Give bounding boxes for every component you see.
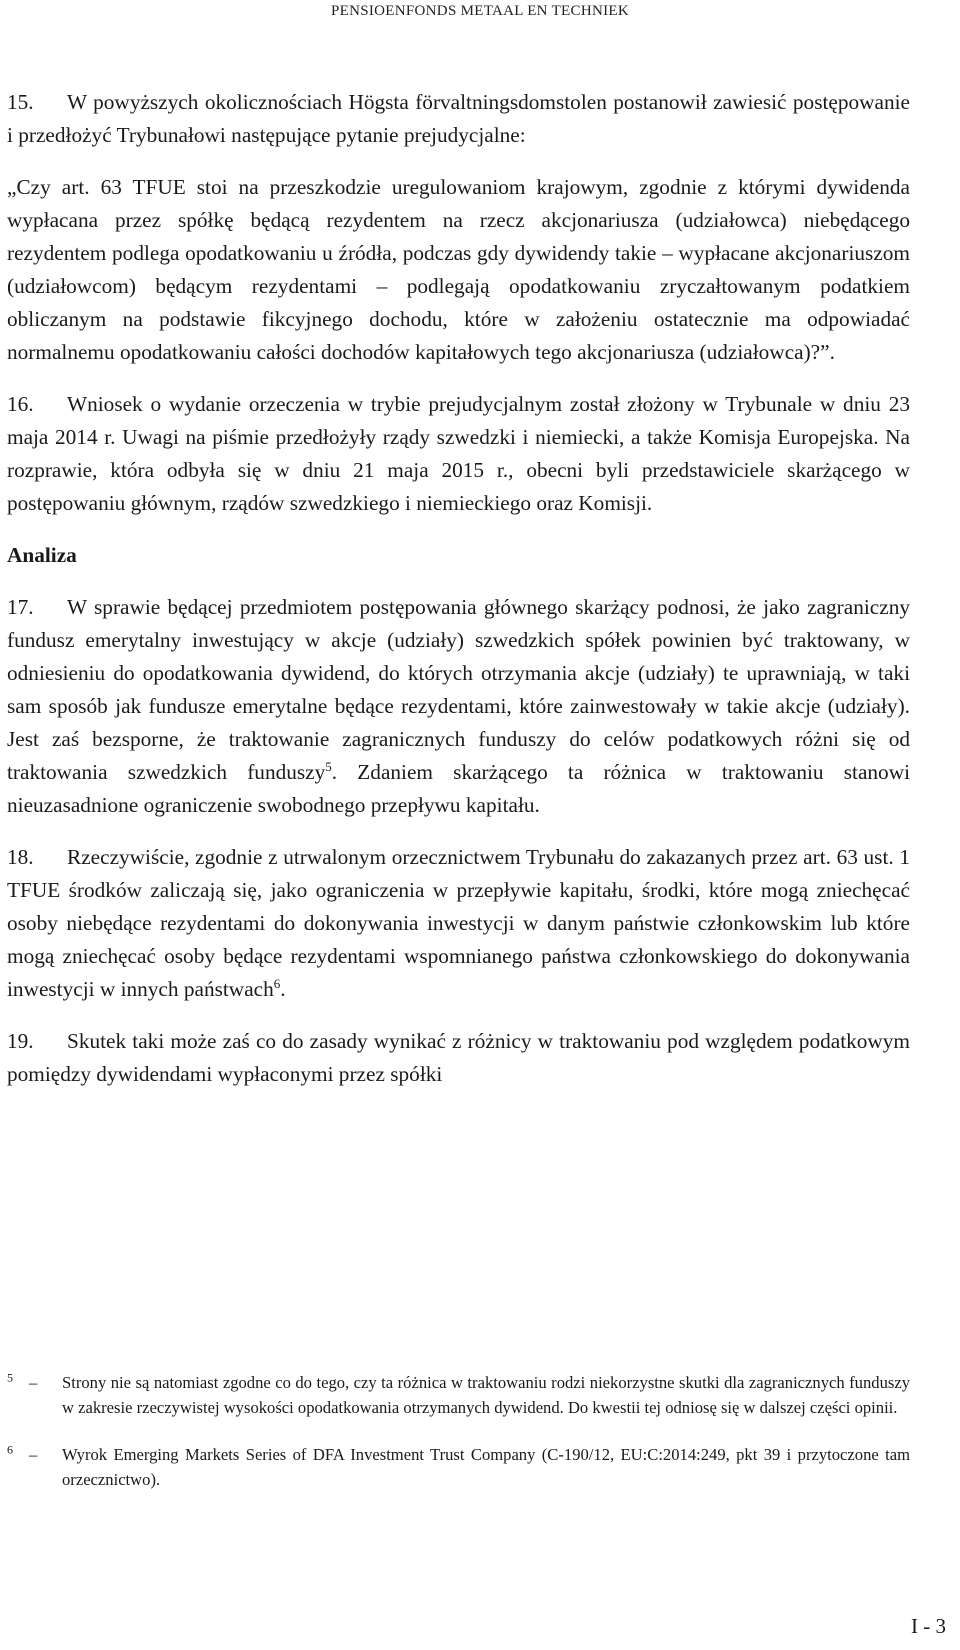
paragraph-text: . [280,977,286,1001]
paragraph-number: 16. [7,392,34,416]
paragraph-number: 17. [7,595,34,619]
preliminary-question-quote: „Czy art. 63 TFUE stoi na przeszkodzie uregulowaniom krajowym, zgodnie z którymi dywidenda wypłacana przez spółkę będącą rezydentem na rzecz akcjonariusza (udziałowca) niebędącego rezydentem podlega opodatkowaniu u źródła, podczas gdy dywidendy takie – wypłacane akcjonariuszom (udziałowcom) będącym rezydentami – podlegają opodatkowaniu zryczałtowanym podatkiem obliczanym na podstawie fikcyjnego dochodu, które w założeniu ostatecznie ma odpowiadać normalnemu opodatkowaniu całości dochodów kapitałowych tego akcjonariusza (udziałowca)?”. [7,175,910,364]
footnote-mark [7,1370,62,1420]
footnote-text: Strony nie są natomiast zgodne co do tego, czy ta różnica w traktowaniu rodzi niekorzystne skutki dla zagranicznych funduszy w zakresie rzeczywistej wysokości opodatkowania otrzymanych dywidend. Do kwestii tej odniosę się w dalszej części opinii. [62,1373,910,1417]
paragraph-number: 19. [7,1029,34,1053]
section-heading: Analiza [7,543,77,567]
paragraph-text: Wniosek o wydanie orzeczenia w trybie prejudycjalnym został złożony w Trybunale w dniu 23 maja 2014 r. Uwagi na piśmie przedłożyły rządy szwedzki i niemiecki, a także Komisja Europejska. Na rozprawie, która odbyła się w dniu 21 maja 2015 r., obecni byli przedstawiciele skarżącego w postępowaniu głównym, rządów szwedzkiego i niemieckiego oraz Komisji. [7,392,910,515]
paragraph-number: 18. [7,845,34,869]
paragraph-18 [7,841,910,1006]
footnote-mark [7,1442,62,1492]
page-number: I - 3 [911,1614,946,1638]
paragraph-text: . Zdaniem skarżącego ta różnica w traktowaniu stanowi nieuzasadnione ograniczenie swobodnego przepływu kapitału. [7,760,911,817]
footnote [7,1442,910,1492]
paragraph-16 [7,388,910,520]
footnote-number: 5 [7,1370,13,1385]
footnote [7,1370,910,1420]
body-text [7,86,910,1110]
paragraph-number: 15. [7,90,34,114]
paragraph-text: W sprawie będącej przedmiotem postępowania głównego skarżący podnosi, że jako zagraniczny fundusz emerytalny inwestujący w akcje (udziały) szwedzkich spółek powinien być traktowany, w odniesieniu do opodatkowania dywidend, do których otrzymania akcje (udziały) te uprawniają, w taki sam sposób jak fundusze emerytalne będące rezydentami, które zainwestowały w takie akcje (udziały). Jest zaś bezsporne, że traktowanie zagranicznych funduszy do celów podatkowych różni się od traktowania szwedzkich funduszy [7,595,910,784]
footnote-reference[interactable]: 5 [325,758,332,774]
paragraph-17 [7,591,910,822]
paragraph-text: Rzeczywiście, zgodnie z utrwalonym orzecznictwem Trybunału do zakazanych przez art. 63 ust. 1 TFUE środków zaliczają się, jako ograniczenia w przepływie kapitału, środki, które mogą zniechęcać osoby niebędące rezydentami do dokonywania inwestycji w danym państwie członkowskim lub które mogą zniechęcać osoby będące rezydentami wspomnianego państwa członkowskiego do dokonywania inwestycji w innych państwach [7,845,910,1001]
footnote-text: Wyrok Emerging Markets Series of DFA Investment Trust Company (C-190/12, EU:C:2014:249, pkt 39 i przytoczone tam orzecznictwo). [62,1445,910,1489]
paragraph-15 [7,86,910,152]
paragraph-text: W powyższych okolicznościach Högsta förvaltningsdomstolen postanowił zawiesić postępowanie i przedłożyć Trybunałowi następujące pytanie prejudycjalne: [7,90,910,147]
footnote-dash: – [29,1445,38,1464]
paragraph-text: Skutek taki może zaś co do zasady wynikać z różnicy w traktowaniu pod względem podatkowym pomiędzy dywidendami wypłaconymi przez spółki [7,1029,910,1086]
footnotes [7,1370,910,1514]
footnote-reference[interactable]: 6 [273,975,281,991]
footnote-number: 6 [7,1442,13,1457]
footnote-dash: – [29,1373,38,1392]
paragraph-19 [7,1025,910,1091]
running-head: PENSIOENFONDS METAAL EN TECHNIEK [331,3,629,19]
